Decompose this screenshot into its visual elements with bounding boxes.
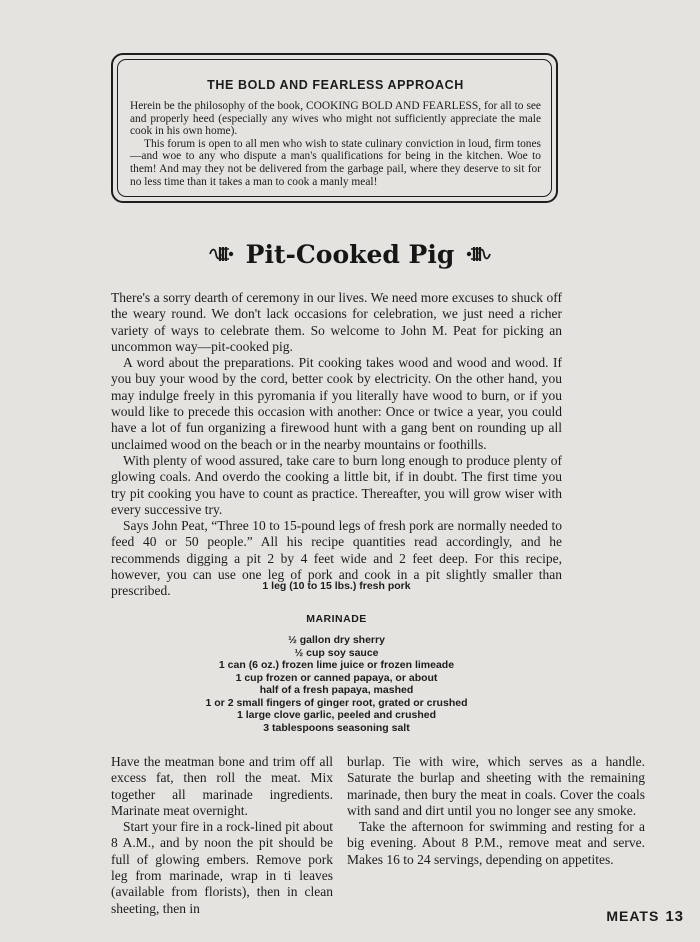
intro-paragraph: There's a sorry dearth of ceremony in our lives. We need more excuses to shuck off the weary round. We don't lack occasions for celebration, we just need a richer variety of ways to celebrate them. So welcome to John M. Peat for picking an uncommon way—pit-cooked pig. [111,290,562,354]
decorative-ornament-left-icon [208,244,234,264]
intro-paragraph: A word about the preparations. Pit cooking takes wood and wood and wood. If you buy your wood by the cord, better cook by electricity. On the other hand, you may indulge freely in this pyromania if you literally have wood to burn, or if you would like to precede this occasion with another: Once or twice a year, you could have a lot of fun organizing a firewood hunt with a gang bent on rounding up all unclaimed wood on the beach or in the nearby mountains or foothills. [111,355,562,452]
marinade-item: 1 or 2 small fingers of ginger root, grated or crushed [205,696,468,709]
recipe-intro [111,290,562,600]
marinade-item: 1 can (6 oz.) frozen lime juice or frozen limeade [218,659,455,671]
page-footer [606,908,684,925]
section-name: MEATS [606,908,660,924]
instruction-paragraph: burlap. Tie with wire, which serves as a handle. Saturate the burlap and sheeting with the remaining marinade, then bury the meat in coals. Cover the coals with sand and dirt until you no longer see any smoke. [347,754,645,818]
recipe-title: Pit-Cooked Pig [245,239,455,269]
marinade-item: ½ gallon dry sherry [288,634,385,646]
marinade-heading: MARINADE [306,612,367,625]
marinade-item: 3 tablespoons seasoning salt [263,721,410,734]
main-ingredient: 1 leg (10 to 15 lbs.) fresh pork [262,580,411,592]
ingredient-list [111,580,562,734]
instructions-right-column [347,754,645,868]
instructions-left-column [111,754,333,917]
marinade-item: half of a fresh papaya, mashed [259,684,414,696]
approach-box [111,53,558,203]
instruction-paragraph: Start your fire in a rock-lined pit about 8 A.M., and by noon the pit should be full of glowing embers. Remove pork leg from marinade, wrap in ti leaves (available from florists), then in clean sheeting, then in [111,819,333,916]
page-number: 13 [665,908,684,925]
approach-paragraph: This forum is open to all men who wish to state culinary conviction in loud, firm tones—and woe to any who dispute a man's qualifications for being in the kitchen. Woe to them! And may they not be delivered from the garbage pail, where they deserve to sit for no less time than it takes a man to cook a manly meal! [130,137,541,188]
recipe-title-row [0,232,700,276]
instruction-paragraph: Take the afternoon for swimming and resting for a big evening. About 8 P.M., remove meat and serve. Makes 16 to 24 servings, depending on appetites. [347,819,645,867]
marinade-item: 1 cup frozen or canned papaya, or about [235,671,438,684]
instruction-paragraph: Have the meatman bone and trim off all excess fat, then roll the meat. Mix together all marinade ingredients. Marinate meat overnight. [111,754,333,818]
approach-title: THE BOLD AND FEARLESS APPROACH [207,78,464,92]
intro-paragraph: Says John Peat, “Three 10 to 15-pound legs of fresh pork are normally needed to feed 40 or 50 people.” All his recipe quantities read accordingly, and he recommends digging a pit 2 by 4 feet wide and 2 feet deep. For this recipe, however, you can use one leg of pork and cook in a pit slightly smaller than prescribed. [111,518,562,599]
intro-paragraph: With plenty of wood assured, take care to burn long enough to produce plenty of glowing coals. And overdo the cooking a little bit, if in doubt. The first time you try pit cooking you have to count as practice. Thereafter, you will grow wiser with every successive try. [111,452,562,517]
approach-box-inner [117,59,552,197]
marinade-item: 1 large clove garlic, peeled and crushed [237,709,436,721]
decorative-ornament-right-icon [466,244,492,264]
approach-paragraph: Herein be the philosophy of the book, COOKING BOLD AND FEARLESS, for all to see and properly heed (especially any wives who might not sufficiently appreciate the male cook in his own home). [130,100,541,138]
marinade-item: ½ cup soy sauce [294,646,379,659]
